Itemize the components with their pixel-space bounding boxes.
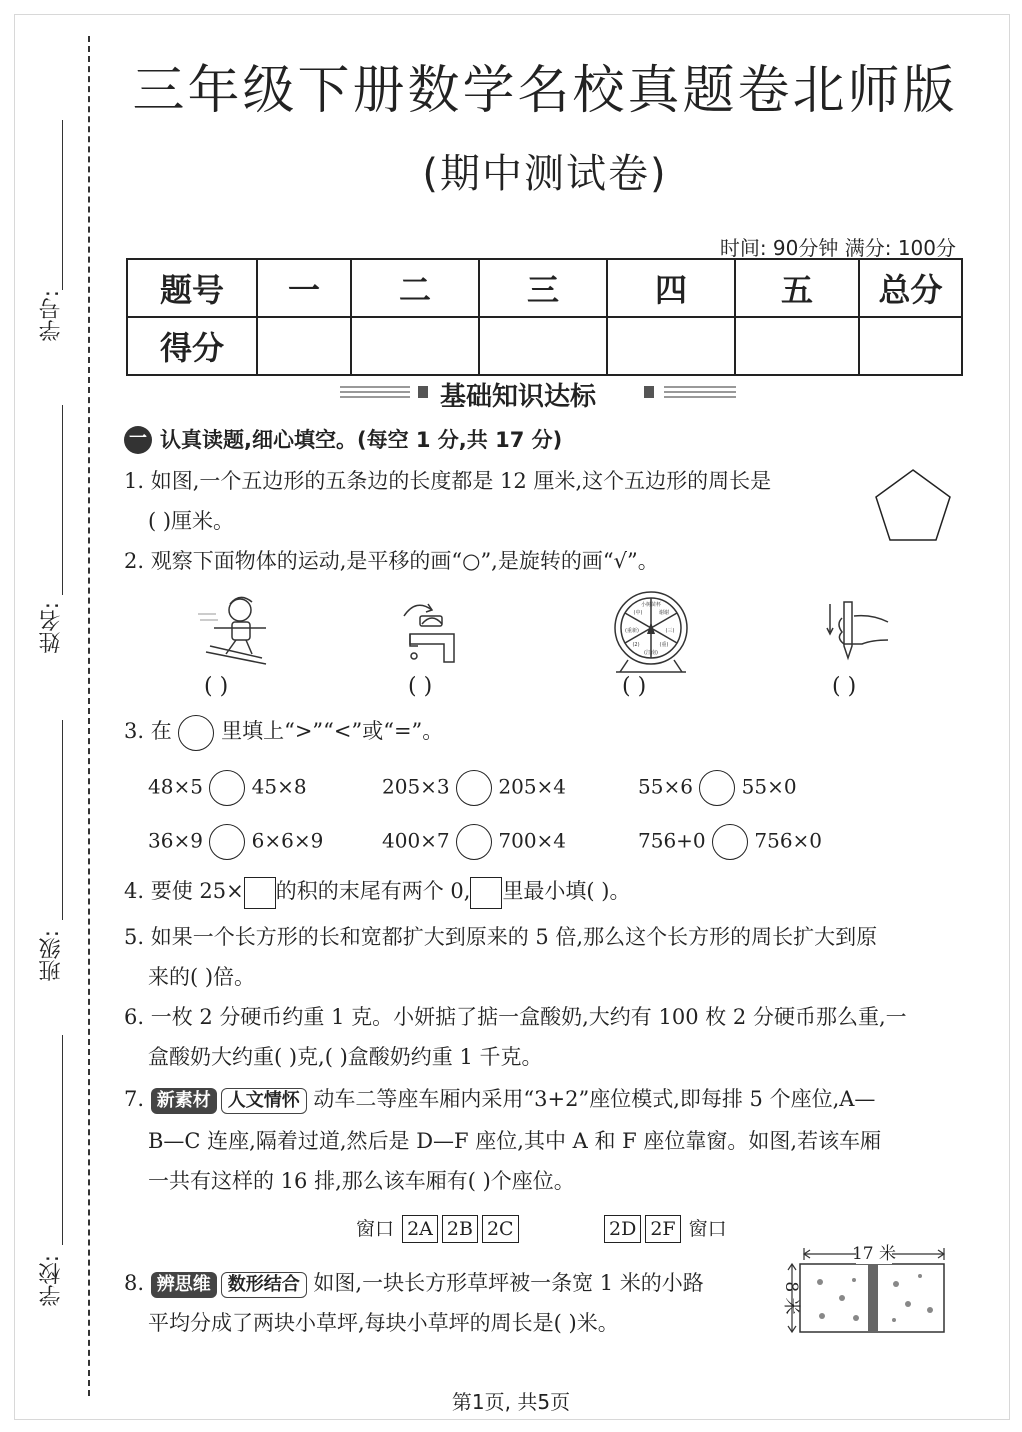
part-badge (124, 426, 152, 454)
wheel-label: 谢谢 (658, 610, 670, 616)
score-table-header-row (127, 259, 962, 317)
score-table-cell: 题号 (127, 259, 257, 317)
window-right-label: 窗口 (688, 1218, 727, 1240)
q8-line2: 平均分成了两块小草坪,每块小草坪的周长是( )米。 (148, 1311, 619, 1335)
compare-circle[interactable] (209, 770, 245, 806)
compare-circle[interactable] (712, 824, 748, 860)
page-subtitle: (期中测试卷) (422, 151, 668, 197)
q7-number: 7. (124, 1087, 145, 1111)
q3-right: 756×0 (754, 828, 823, 853)
wheel-label: (三) (665, 628, 675, 634)
lawn-height-label: 8 米 (781, 1281, 801, 1315)
q3-item (148, 824, 323, 860)
seat-2d: 2D (604, 1215, 641, 1243)
part-badge-text: 一 (129, 428, 147, 449)
tag-humanities: 人文情怀 (221, 1088, 307, 1114)
section-title: 基础知识达标 (440, 382, 597, 412)
q3-left: 400×7 (382, 828, 450, 853)
q3-left: 205×3 (382, 774, 450, 799)
q4-answer-box[interactable] (244, 877, 276, 909)
q3-item (382, 824, 566, 860)
seat-2f: 2F (645, 1215, 680, 1243)
school-line[interactable] (62, 1035, 63, 1245)
q1-line1: 1. 如图,一个五边形的五条边的长度都是 12 厘米,这个五边形的周长是 (124, 469, 772, 493)
prize-wheel-image (608, 588, 694, 674)
wheel-label: (重) (659, 642, 669, 648)
tag-thinking: 辨思维 (151, 1272, 217, 1298)
score-table-cell: 四 (607, 259, 735, 317)
q1-line2: ( )厘米。 (148, 509, 235, 533)
q8-line1-row (124, 1264, 704, 1302)
binding-dashed-line (88, 36, 90, 1396)
lawn-diagram (770, 1240, 950, 1340)
q3-left: 36×9 (148, 828, 203, 853)
window-left-label: 窗口 (356, 1218, 395, 1240)
score-input-cell[interactable] (351, 317, 479, 375)
score-input-cell[interactable] (859, 317, 962, 375)
q8-line1: 如图,一块长方形草坪被一条宽 1 米的小路 (313, 1271, 704, 1295)
q6-line1: 6. 一枚 2 分硬币约重 1 克。小妍掂了掂一盒酸奶,大约有 100 枚 2 分硬币那么重,一 (124, 1005, 907, 1029)
q4-part-c: 里最小填( )。 (502, 879, 631, 903)
q3-left: 55×6 (638, 774, 693, 799)
q3-right: 700×4 (498, 828, 567, 853)
compare-circle[interactable] (699, 770, 735, 806)
name-line[interactable] (62, 405, 63, 595)
q3-item (638, 770, 797, 806)
compare-circle[interactable] (209, 824, 245, 860)
page-title: 三年级下册数学名校真题卷北师版 (132, 61, 958, 121)
page-number: 第1页, 共5页 (451, 1390, 571, 1414)
seat-diagram-right (602, 1214, 727, 1243)
drill-hand-image (822, 598, 894, 664)
school-label: 学校: (39, 1255, 64, 1307)
q3-item (148, 770, 307, 806)
q3-prefix: 3. 在 (124, 719, 172, 743)
q7-line2: B—C 连座,隔着过道,然后是 D—F 座位,其中 A 和 F 座位靠窗。如图,若该车厢 (148, 1129, 882, 1153)
tag-number-shape: 数形结合 (221, 1272, 307, 1298)
score-input-cell[interactable] (479, 317, 607, 375)
q4-text (124, 872, 631, 910)
q3-right: 205×4 (498, 774, 567, 799)
seat-2c: 2C (482, 1215, 519, 1243)
score-row-label: 得分 (127, 317, 257, 375)
q5-line2: 来的( )倍。 (148, 965, 256, 989)
q3-right: 45×8 (251, 774, 307, 799)
faucet-image (396, 594, 470, 670)
compare-circle[interactable] (456, 824, 492, 860)
q7-line3: 一共有这样的 16 排,那么该车厢有( )个座位。 (148, 1169, 575, 1193)
q2-blank[interactable]: ( ) (204, 674, 229, 699)
score-table (126, 258, 963, 376)
q4-part-a: 4. 要使 25× (124, 879, 244, 903)
q4-box-ref (470, 877, 502, 909)
q3-left: 48×5 (148, 774, 203, 799)
student-id-label: 学号: (39, 290, 64, 342)
section-deco-left (340, 384, 435, 400)
q3-left: 756+0 (638, 828, 706, 853)
q2-blank[interactable]: ( ) (408, 674, 433, 699)
q4-part-b: 的积的末尾有两个 0, (275, 879, 471, 903)
q2-blank[interactable]: ( ) (622, 674, 647, 699)
q3-instruction (124, 712, 443, 751)
tag-new-material: 新素材 (151, 1088, 217, 1114)
q7-line1-row (124, 1080, 875, 1118)
name-label: 姓名: (39, 602, 64, 654)
score-input-cell[interactable] (257, 317, 351, 375)
skier-image (196, 590, 280, 670)
circle-sample (178, 715, 214, 751)
wheel-label: (2) (632, 642, 640, 648)
student-id-line[interactable] (62, 120, 63, 290)
score-table-score-row (127, 317, 962, 375)
q8-number: 8. (124, 1271, 145, 1295)
score-input-cell[interactable] (735, 317, 859, 375)
q7-line1: 动车二等座车厢内采用“3+2”座位模式,即每排 5 个座位,A— (313, 1087, 876, 1111)
section-deco-right (640, 384, 740, 400)
wheel-label: 小树苗杯 (640, 602, 662, 608)
pentagon-figure (872, 464, 954, 544)
wheel-label: (江南) (644, 650, 658, 656)
time-info: 时间: 90分钟 满分: 100分 (719, 236, 956, 260)
q2-text: 2. 观察下面物体的运动,是平移的画“○”,是旋转的画“√”。 (124, 549, 659, 573)
score-input-cell[interactable] (607, 317, 735, 375)
seat-2a: 2A (402, 1215, 438, 1243)
score-table-cell: 三 (479, 259, 607, 317)
q6-line2: 盒酸奶大约重( )克,( )盒酸奶约重 1 千克。 (148, 1045, 543, 1069)
score-table-cell: 一 (257, 259, 351, 317)
class-line[interactable] (62, 720, 63, 920)
score-table-cell: 总分 (859, 259, 962, 317)
seat-diagram-left (356, 1214, 521, 1243)
q3-item (638, 824, 822, 860)
q2-blank[interactable]: ( ) (832, 674, 857, 699)
wheel-label: (中) (633, 610, 643, 616)
class-label: 班级: (39, 930, 64, 982)
q5-line1: 5. 如果一个长方形的长和宽都扩大到原来的 5 倍,那么这个长方形的周长扩大到原 (124, 925, 878, 949)
score-table-cell: 二 (351, 259, 479, 317)
compare-circle[interactable] (456, 770, 492, 806)
part-title: 认真读题,细心填空。(每空 1 分,共 17 分) (160, 428, 563, 452)
q3-suffix: 里填上“>”“<”或“=”。 (221, 719, 444, 743)
q3-right: 6×6×9 (251, 828, 324, 853)
lawn-width-label: 17 米 (851, 1244, 897, 1264)
wheel-label: (重新) (625, 628, 639, 634)
q3-item (382, 770, 566, 806)
score-table-cell: 五 (735, 259, 859, 317)
seat-2b: 2B (442, 1215, 478, 1243)
q3-right: 55×0 (741, 774, 797, 799)
